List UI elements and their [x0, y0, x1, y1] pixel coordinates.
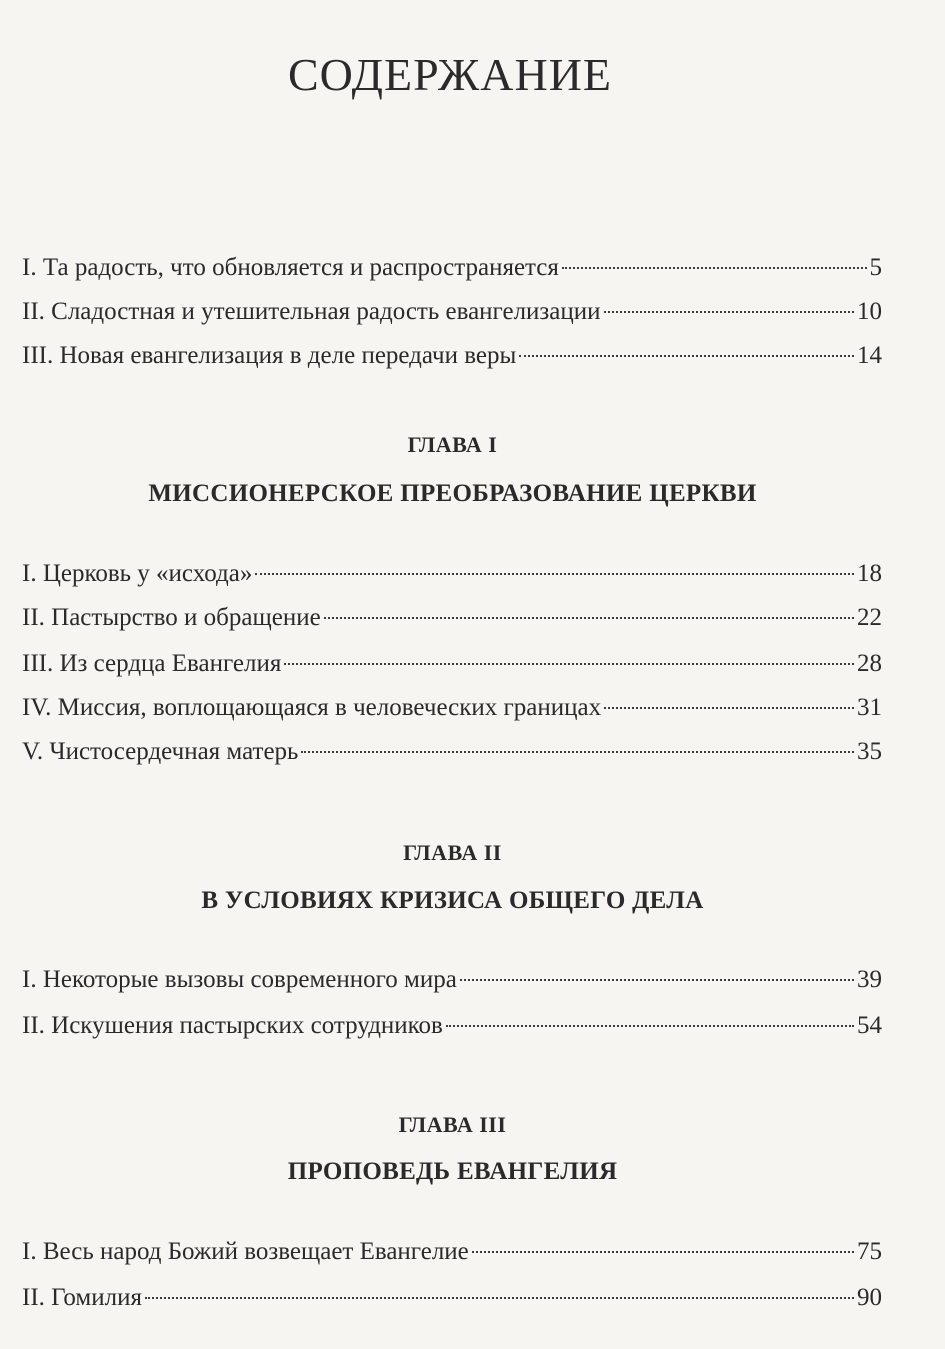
toc-entry-page: 22 — [857, 604, 882, 631]
toc-entry — [22, 1282, 882, 1316]
toc-entry-page: 10 — [857, 298, 882, 325]
toc-entry-page: 5 — [869, 254, 882, 281]
toc-entry-label: I. Весь народ Божий возвещает Евангелие — [22, 1238, 469, 1265]
toc-entry-page: 54 — [857, 1012, 882, 1039]
chapter-label: ГЛАВА I — [407, 432, 498, 457]
toc-entry-label: II. Гомилия — [22, 1284, 142, 1311]
toc-entry — [22, 296, 882, 330]
toc-entry-page: 39 — [857, 966, 882, 993]
toc-entry-label: V. Чистосердечная матерь — [22, 738, 299, 765]
chapter-label: ГЛАВА II — [403, 840, 502, 865]
dot-leader — [604, 311, 854, 313]
toc-entry — [22, 1010, 882, 1044]
toc-entry-page: 18 — [857, 560, 882, 587]
toc-entry-page: 90 — [857, 1284, 882, 1311]
dot-leader — [145, 1297, 854, 1299]
toc-entry — [22, 648, 882, 682]
dot-leader — [519, 355, 854, 357]
toc-entry-page: 31 — [857, 694, 882, 721]
toc-entry-label: I. Церковь у «исхода» — [22, 560, 253, 587]
toc-entry-label: IV. Миссия, воплощающаяся в человеческих границах — [22, 694, 602, 721]
dot-leader — [460, 979, 854, 981]
toc-entry-label: II. Сладостная и утешительная радость евангелизации — [22, 298, 601, 325]
toc-entry-label: II. Пастырство и обращение — [22, 604, 321, 631]
toc-entry-label: III. Из сердца Евангелия — [22, 650, 282, 677]
chapter-title: ПРОПОВЕДЬ ЕВАНГЕЛИЯ — [287, 1158, 618, 1185]
toc-entry — [22, 252, 882, 286]
toc-entry — [22, 558, 882, 592]
toc-entry — [22, 964, 882, 998]
chapter-title: МИССИОНЕРСКОЕ ПРЕОБРАЗОВАНИЕ ЦЕРКВИ — [148, 480, 757, 507]
dot-leader — [284, 663, 854, 665]
page-title: СОДЕРЖАНИЕ — [287, 49, 613, 100]
dot-leader — [324, 617, 854, 619]
toc-entry-page: 28 — [857, 650, 882, 677]
dot-leader — [301, 751, 854, 753]
toc-entry-page: 75 — [857, 1238, 882, 1265]
toc-entry — [22, 340, 882, 374]
dot-leader — [446, 1025, 854, 1027]
dot-leader — [562, 267, 867, 269]
chapter-label: ГЛАВА III — [398, 1112, 507, 1137]
toc-entry-label: I. Некоторые вызовы современного мира — [22, 966, 457, 993]
dot-leader — [472, 1251, 854, 1253]
dot-leader — [604, 707, 854, 709]
dot-leader — [255, 573, 854, 575]
toc-entry-label: III. Новая евангелизация в деле передачи веры — [22, 342, 517, 369]
toc-entry — [22, 736, 882, 770]
toc-entry — [22, 1236, 882, 1270]
toc-entry-label: I. Та радость, что обновляется и распространяется — [22, 254, 559, 281]
toc-entry-label: II. Искушения пастырских сотрудников — [22, 1012, 443, 1039]
chapter-title: В УСЛОВИЯХ КРИЗИСА ОБЩЕГО ДЕЛА — [201, 887, 704, 914]
toc-entry-page: 14 — [857, 342, 882, 369]
toc-entry — [22, 692, 882, 726]
toc-entry — [22, 602, 882, 636]
toc-entry-page: 35 — [857, 738, 882, 765]
